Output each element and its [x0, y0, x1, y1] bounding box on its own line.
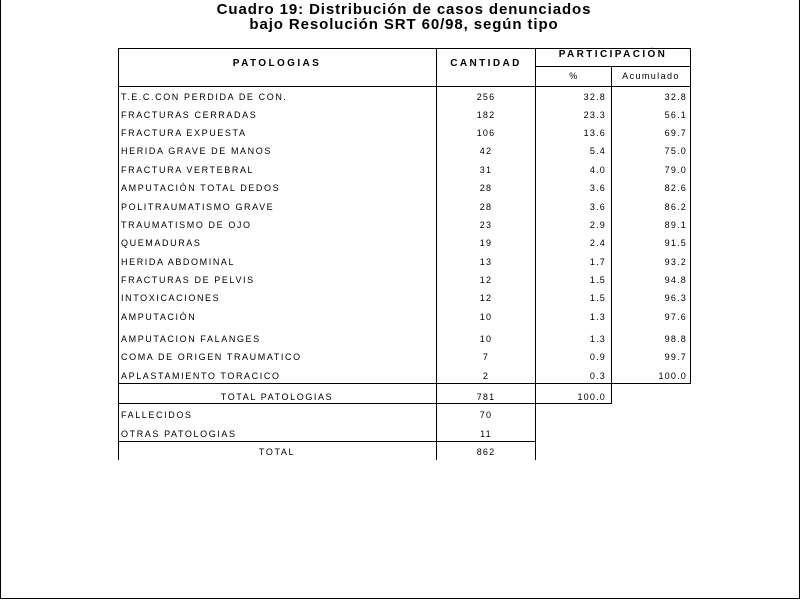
row-cantidad: 19	[479, 238, 493, 248]
row-cantidad: 28	[479, 183, 493, 193]
row-cantidad: 28	[479, 202, 493, 212]
row-name: FRACTURA VERTEBRAL	[121, 165, 255, 175]
row-cantidad: 10	[479, 312, 493, 322]
row-name: POLITRAUMATISMO GRAVE	[121, 202, 275, 212]
total-cantidad: 862	[476, 447, 496, 457]
row-cantidad: 13	[479, 257, 493, 267]
row-percent: 2.4	[589, 238, 606, 248]
row-name: FRACTURAS DE PELVIS	[121, 275, 255, 285]
row-cantidad: 42	[479, 146, 493, 156]
row-name: HERIDA ABDOMINAL	[121, 257, 236, 267]
row-cantidad: 2	[482, 371, 490, 381]
row-name: TRAUMATISMO DE OJO	[121, 220, 252, 230]
row-cantidad: 106	[476, 128, 496, 138]
row-acumulado: 99.7	[664, 352, 687, 362]
row-name: INTOXICACIONES	[121, 293, 221, 303]
row-acumulado: 91.5	[664, 238, 687, 248]
row-acumulado: 93.2	[664, 257, 687, 267]
row-acumulado: 32.8	[664, 92, 687, 102]
row-cantidad: 31	[479, 165, 493, 175]
otras-patologias-label: OTRAS PATOLOGIAS	[121, 429, 237, 439]
fallecidos-label: FALLECIDOS	[121, 410, 193, 420]
total-patologias-bottom-border	[118, 403, 611, 404]
row-acumulado: 89.1	[664, 220, 687, 230]
table-title-line1: Cuadro 19: Distribución de casos denunciados	[216, 1, 592, 18]
row-percent: 0.9	[589, 352, 606, 362]
row-name: AMPUTACION FALANGES	[121, 334, 261, 344]
rows-bottom-border	[118, 383, 691, 384]
header-cantidad: CANTIDAD	[450, 58, 522, 69]
row-name: COMA DE ORIGEN TRAUMATICO	[121, 352, 302, 362]
row-percent: 1.3	[589, 334, 606, 344]
row-percent: 1.5	[589, 293, 606, 303]
row-name: T.E.C.CON PERDIDA DE CON.	[121, 92, 288, 102]
row-name: FRACTURAS CERRADAS	[121, 110, 258, 120]
total-patologias-label: TOTAL PATOLOGIAS	[220, 392, 334, 402]
header-participacion: PARTICIPACIÓN	[558, 49, 668, 60]
row-percent: 1.3	[589, 312, 606, 322]
fallecidos-cantidad: 70	[479, 410, 493, 420]
row-percent: 1.5	[589, 275, 606, 285]
row-cantidad: 10	[479, 334, 493, 344]
col-right-border	[690, 48, 691, 384]
row-acumulado: 56.1	[664, 110, 687, 120]
row-cantidad: 182	[476, 110, 496, 120]
row-name: QUEMADURAS	[121, 238, 202, 248]
header-percent: %	[569, 71, 579, 81]
table-top-border	[118, 48, 691, 49]
row-name: AMPUTACIÓN	[121, 312, 197, 322]
row-cantidad: 256	[476, 92, 496, 102]
header-acumulado: Acumulado	[622, 71, 680, 81]
row-name: APLASTAMIENTO TORACICO	[121, 371, 281, 381]
header-patologias: PATOLOGIAS	[232, 58, 322, 69]
row-percent: 2.9	[589, 220, 606, 230]
row-acumulado: 94.8	[664, 275, 687, 285]
row-percent: 5.4	[589, 146, 606, 156]
row-percent: 0.3	[589, 371, 606, 381]
total-patologias-pct: 100.0	[577, 392, 606, 402]
col-acumulado-border	[611, 66, 612, 404]
row-cantidad: 23	[479, 220, 493, 230]
row-acumulado: 79.0	[664, 165, 687, 175]
total-label: TOTAL	[258, 447, 296, 457]
row-percent: 32.8	[583, 92, 606, 102]
row-cantidad: 12	[479, 293, 493, 303]
row-percent: 23.3	[583, 110, 606, 120]
row-percent: 3.6	[589, 202, 606, 212]
total-patologias-cantidad: 781	[476, 392, 496, 402]
row-cantidad: 12	[479, 275, 493, 285]
row-name: FRACTURA EXPUESTA	[121, 128, 247, 138]
row-acumulado: 100.0	[658, 371, 687, 381]
row-percent: 3.6	[589, 183, 606, 193]
row-acumulado: 75.0	[664, 146, 687, 156]
participacion-divider	[536, 66, 691, 67]
row-percent: 13.6	[583, 128, 606, 138]
row-acumulado: 69.7	[664, 128, 687, 138]
col-cantidad-border	[436, 48, 437, 460]
col-participacion-border	[535, 48, 536, 460]
row-name: HERIDA GRAVE DE MANOS	[121, 146, 272, 156]
otras-patologias-cantidad: 11	[480, 429, 492, 439]
row-cantidad: 7	[482, 352, 490, 362]
row-acumulado: 86.2	[664, 202, 687, 212]
row-acumulado: 97.6	[664, 312, 687, 322]
total-top-border	[118, 441, 536, 442]
row-acumulado: 96.3	[664, 293, 687, 303]
row-percent: 4.0	[589, 165, 606, 175]
table-title-line2: bajo Resolución SRT 60/98, según tipo	[249, 16, 559, 33]
row-acumulado: 98.8	[664, 334, 687, 344]
row-percent: 1.7	[589, 257, 606, 267]
row-acumulado: 82.6	[664, 183, 687, 193]
header-bottom-border	[118, 86, 691, 87]
row-name: AMPUTACIÓN TOTAL DEDOS	[121, 183, 281, 193]
col-left-border	[118, 48, 119, 460]
